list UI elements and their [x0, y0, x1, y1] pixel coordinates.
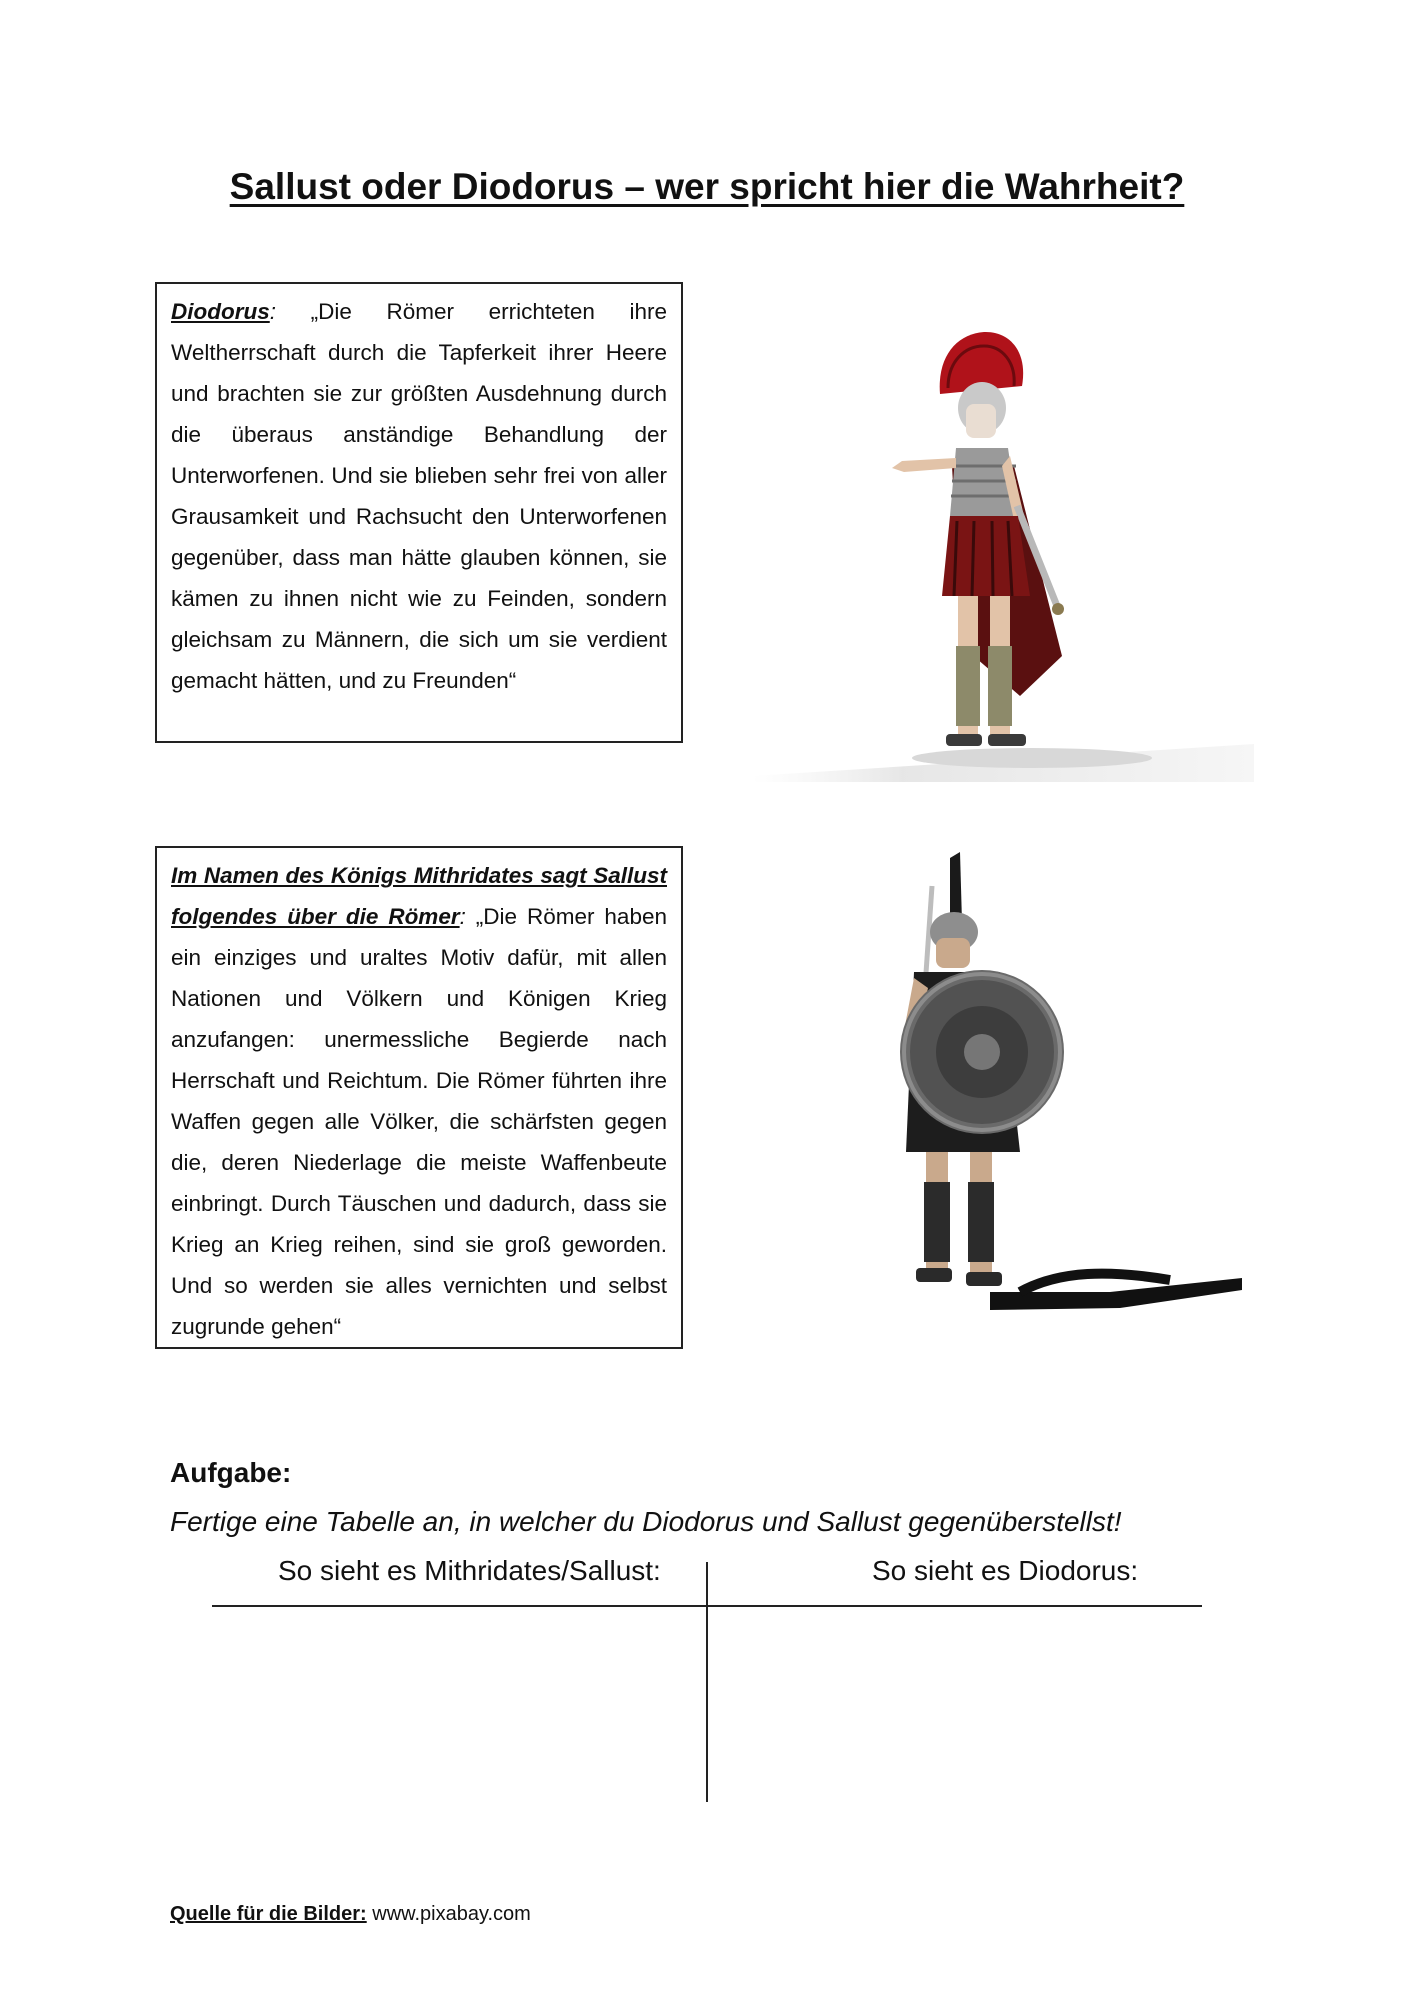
- page-title: Sallust oder Diodorus – wer spricht hier die Wahrheit?: [229, 166, 1185, 207]
- table-header-sallust: So sieht es Mithridates/Sallust:: [278, 1555, 661, 1586]
- image-source-note: [170, 1903, 531, 1926]
- diodorus-label: Diodorus: [171, 299, 270, 324]
- source-label: Quelle für die Bilder:: [170, 1903, 367, 1925]
- diodorus-colon: :: [269, 299, 277, 324]
- sallust-colon: :: [459, 904, 466, 929]
- task-instruction: Fertige eine Tabelle an, in welcher du Diodorus und Sallust gegenüberstellst!: [170, 1506, 1122, 1537]
- sallust-label: Im Namen des Königs Mithridates sagt Sallust folgendes über die Römer: [171, 863, 667, 929]
- source-url: www.pixabay.com: [366, 1903, 531, 1925]
- diodorus-quote-text: „Die Römer errichteten ihre Weltherrschaft durch die Tapferkeit ihrer Heere und brachten sie zur größten Ausdehnung durch die überaus anständige Behandlung der Unterworfenen. Und sie blieben sehr frei von aller Grausamkeit und Rachsucht den Unterworfenen gegenüber, dass man hätte glauben können, sie kämen zu ihnen nicht wie zu Feinden, sondern gleichsam zu Männern, die sich um sie verdient gemacht hätten, und zu Freunden“: [171, 299, 667, 693]
- roman-legionary-image: [752, 316, 1254, 782]
- sallust-quote-box: [155, 846, 683, 1349]
- roman-soldier-shield-image: [870, 852, 1250, 1334]
- diodorus-quote-box: [155, 282, 683, 743]
- table-header-diodorus: So sieht es Diodorus:: [872, 1555, 1139, 1586]
- table-vertical-rule: [706, 1562, 708, 1802]
- task-heading: Aufgabe:: [170, 1457, 292, 1488]
- sallust-quote-text: „Die Römer haben ein einziges und uraltes Motiv dafür, mit allen Nationen und Völkern und Königen Krieg anzufangen: unermessliche Begierde nach Herrschaft und Reichtum. Die Römer führten ihre Waffen gegen alle Völker, die schärfsten gegen die, deren Niederlage die meiste Waffenbeute einbringt. Durch Täuschen und dadurch, dass sie Krieg an Krieg reihen, sind sie groß geworden. Und so werden sie alles vernichten und selbst zugrunde gehen“: [171, 904, 667, 1339]
